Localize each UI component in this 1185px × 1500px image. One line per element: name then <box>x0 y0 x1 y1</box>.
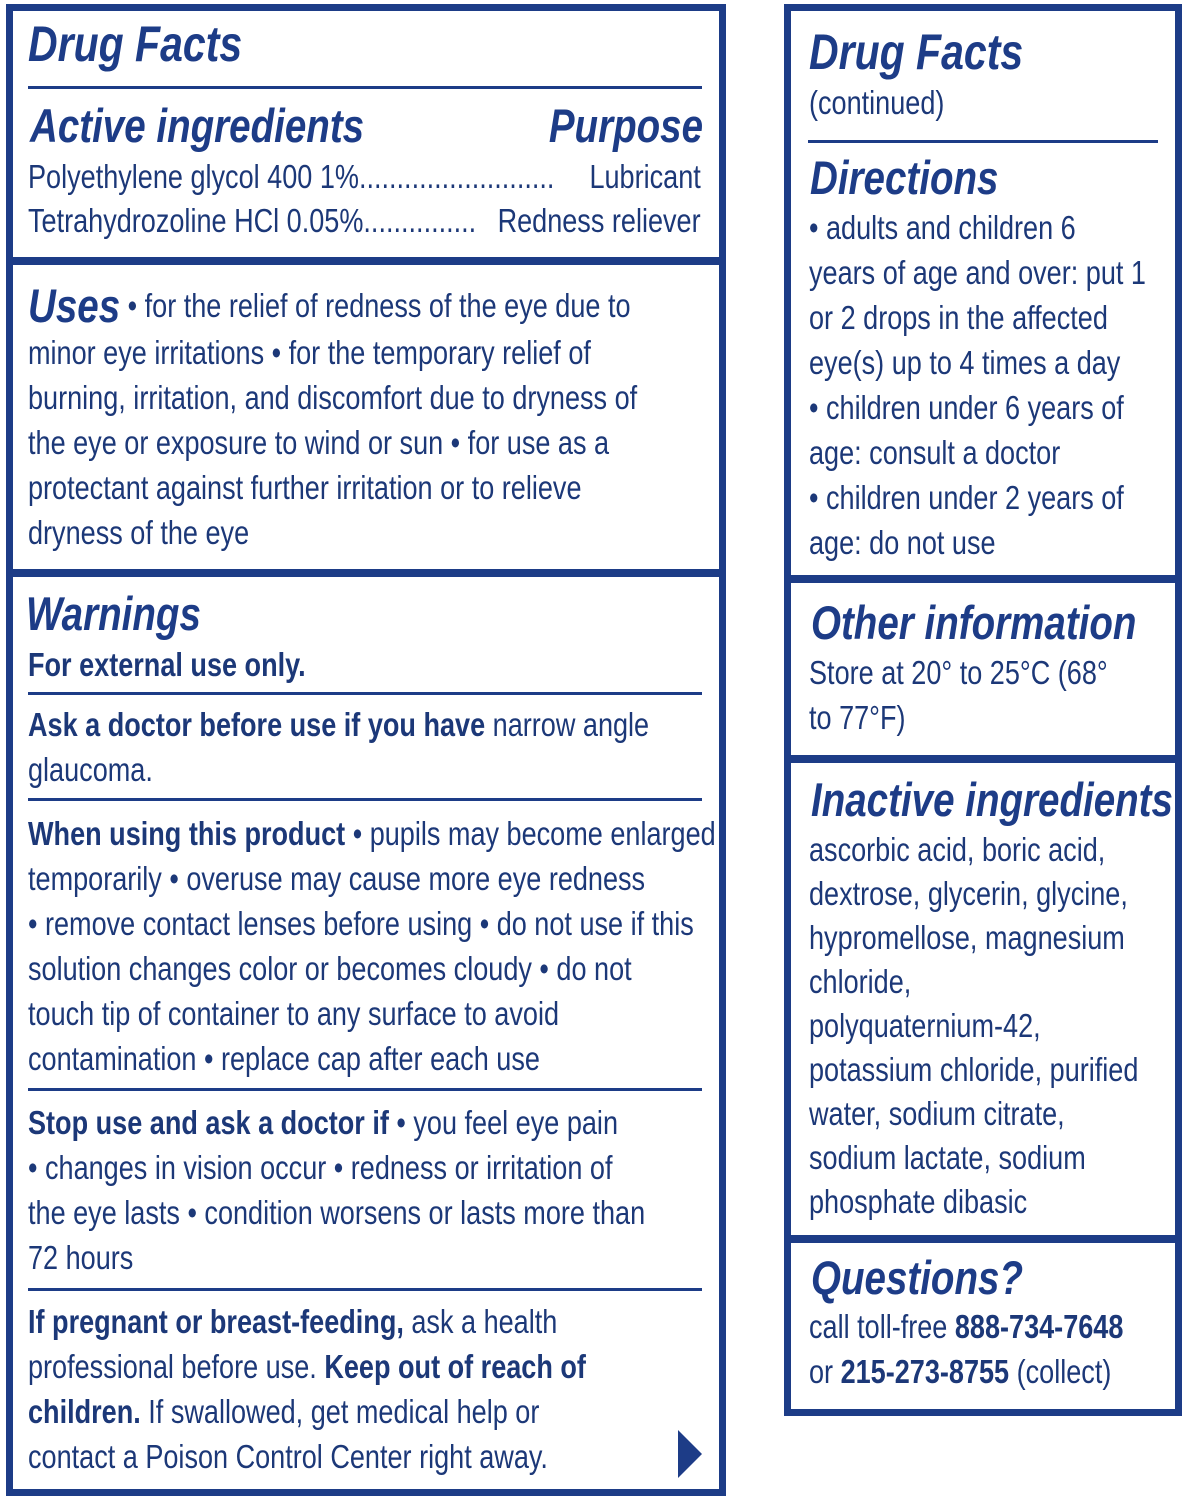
left-title: Drug Facts <box>28 16 243 72</box>
leader-dots: .......................... <box>358 158 555 195</box>
inactive-line-6: potassium chloride, purified <box>809 1051 1139 1088</box>
ask-doctor-line-1 <box>28 702 649 747</box>
purpose-heading: Purpose <box>548 99 703 152</box>
warnings-rule-1 <box>28 692 702 695</box>
directions-line-7: • children under 2 years of <box>809 479 1124 516</box>
inactive-line-5: polyquaternium-42, <box>809 1007 1041 1044</box>
pregnant-line-3: children. If swallowed, get medical help or <box>28 1393 540 1430</box>
directions-line-3: or 2 drops in the affected <box>809 299 1108 336</box>
pregnant-line-2: professional before use. Keep out of reach of <box>28 1348 586 1385</box>
phone-toll-free: 888-734-7648 <box>954 1308 1124 1345</box>
ask-doctor-bold: Ask a doctor before use if you have <box>28 706 486 743</box>
leader-dots: ............... <box>363 202 477 239</box>
stop-use-line-1 <box>28 1100 618 1145</box>
stop-use-line-2: • changes in vision occur • redness or irritation of <box>28 1149 613 1186</box>
directions-line-4: eye(s) up to 4 times a day <box>809 344 1121 381</box>
questions-heading: Questions? <box>811 1251 1023 1304</box>
right-title: Drug Facts <box>809 24 1024 80</box>
stop-use-text: • you feel eye pain <box>388 1104 618 1141</box>
active-row-2-purpose: Redness reliever <box>497 202 701 239</box>
directions-line-6: age: consult a doctor <box>809 434 1061 471</box>
when-using-line-4: solution changes color or becomes cloudy • do not <box>28 950 632 987</box>
pregnant-bold: If pregnant or breast-feeding, <box>28 1303 404 1340</box>
inactive-line-8: sodium lactate, sodium <box>809 1139 1086 1176</box>
when-using-bold: When using this product <box>28 815 346 852</box>
questions-line-2: or 215-273-8755 (collect) <box>809 1353 1112 1390</box>
keep-out-bold: Keep out of reach of <box>324 1348 586 1385</box>
directions-line-1: • adults and children 6 <box>809 209 1076 246</box>
when-using-line-5: touch tip of container to any surface to avoid <box>28 995 560 1032</box>
continue-arrow-icon <box>678 1430 702 1478</box>
inactive-line-2: dextrose, glycerin, glycine, <box>809 875 1128 912</box>
uses-line-6: dryness of the eye <box>28 514 250 551</box>
warnings-rule-2 <box>28 798 702 801</box>
other-info-line-2: to 77°F) <box>809 699 906 736</box>
stop-use-bold: Stop use and ask a doctor if <box>28 1104 389 1141</box>
when-using-line-6: contamination • replace cap after each use <box>28 1040 540 1077</box>
stop-use-line-4: 72 hours <box>28 1239 134 1276</box>
inactive-line-4: chloride, <box>809 963 912 1000</box>
questions-line-1: call toll-free 888-734-7648 <box>809 1308 1124 1345</box>
uses-line-5: protectant against further irritation or to relieve <box>28 469 582 506</box>
directions-line-5: • children under 6 years of <box>809 389 1124 426</box>
inactive-line-7: water, sodium citrate, <box>809 1095 1065 1132</box>
external-use-text: For external use only. <box>28 646 306 683</box>
continued-label: (continued) <box>809 84 945 121</box>
active-row-1-purpose: Lubricant <box>589 158 701 195</box>
ingredient-name: Polyethylene glycol 400 1% <box>28 158 359 195</box>
directions-heading: Directions <box>810 151 999 204</box>
when-using-text: • pupils may become enlarged <box>345 815 716 852</box>
uses-line-3: burning, irritation, and discomfort due to dryness of <box>28 379 638 416</box>
other-info-heading: Other information <box>811 596 1137 649</box>
right-title-rule <box>808 140 1158 143</box>
pregnant-line-4: contact a Poison Control Center right away. <box>28 1438 548 1475</box>
inactive-line-9: phosphate dibasic <box>809 1183 1028 1220</box>
other-info-line-1: Store at 20° to 25°C (68° <box>809 654 1108 691</box>
when-using-line-2: temporarily • overuse may cause more eye redness <box>28 860 646 897</box>
warnings-rule-4 <box>28 1288 702 1291</box>
directions-line-8: age: do not use <box>809 524 996 561</box>
inactive-line-3: hypromellose, magnesium <box>809 919 1125 956</box>
ingredient-name: Tetrahydrozoline HCl 0.05% <box>28 202 364 239</box>
uses-heading: Uses <box>28 279 121 332</box>
uses-line-4: the eye or exposure to wind or sun • for use as a <box>28 424 610 461</box>
uses-line-1 <box>28 279 631 332</box>
uses-text: • for the relief of redness of the eye due to <box>120 287 631 324</box>
inactive-line-1: ascorbic acid, boric acid, <box>809 831 1106 868</box>
active-ingredients-heading: Active ingredients <box>30 99 365 152</box>
children-bold: children. <box>28 1393 141 1430</box>
active-row-2-name <box>28 198 476 243</box>
when-using-line-1 <box>28 811 716 856</box>
inactive-heading: Inactive ingredients <box>811 773 1173 826</box>
pregnant-line-1: If pregnant or breast-feeding, ask a health <box>28 1303 558 1340</box>
title-rule <box>28 86 702 89</box>
ask-doctor-line-2: glaucoma. <box>28 751 153 788</box>
directions-line-2: years of age and over: put 1 <box>809 254 1146 291</box>
stop-use-line-3: the eye lasts • condition worsens or lasts more than <box>28 1194 646 1231</box>
phone-collect: 215-273-8755 <box>840 1353 1010 1390</box>
when-using-line-3: • remove contact lenses before using • do not use if this <box>28 905 694 942</box>
warnings-heading: Warnings <box>26 587 201 640</box>
ask-doctor-text: narrow angle <box>485 706 650 743</box>
warnings-rule-3 <box>28 1088 702 1091</box>
uses-line-2: minor eye irritations • for the temporary relief of <box>28 334 591 371</box>
active-row-1-name <box>28 154 554 199</box>
